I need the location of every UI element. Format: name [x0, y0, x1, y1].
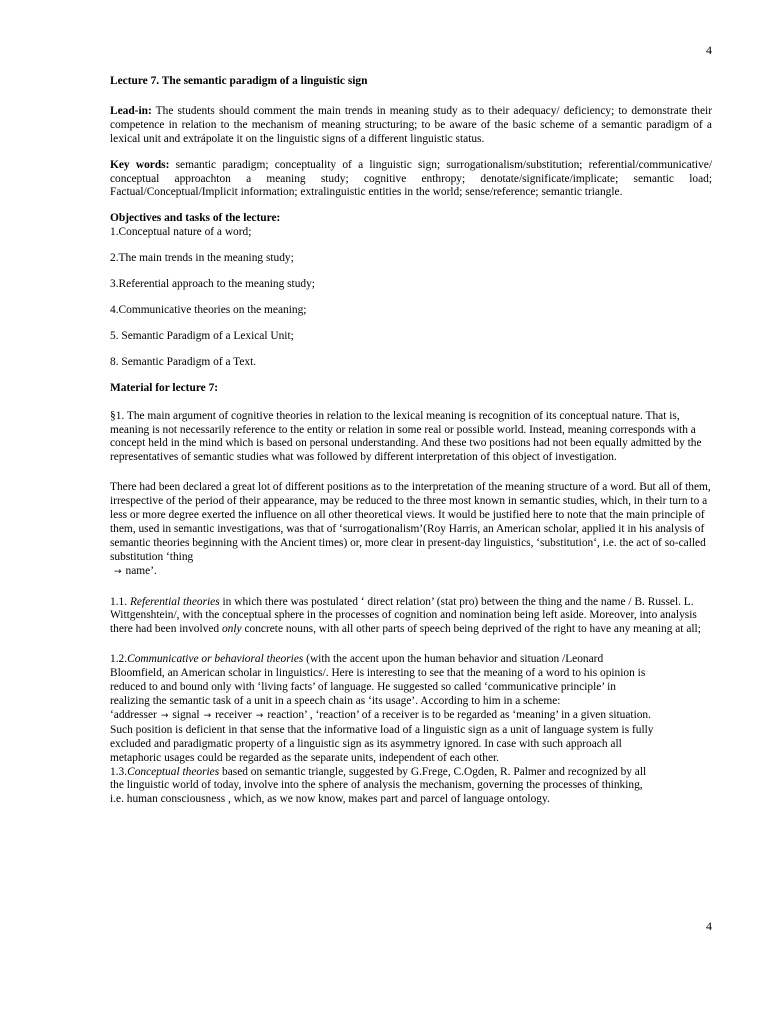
- comm-receiver: receiver: [215, 708, 252, 721]
- ref-text-1: in which there was postulated ‘ direct relation’ (stat pro) between the thing and the name / B. Russel. L. Wittgenshtein/, with the conceptual sphere in the processes of cognition and nomination being left aside. Moreover, into analysis there had been involved: [110, 595, 697, 636]
- objective-item: 4.Communicative theories on the meaning;: [110, 303, 307, 316]
- objective-item: 3.Referential approach to the meaning study;: [110, 278, 315, 291]
- lecture-title: Lecture 7. The semantic paradigm of a linguistic sign: [110, 75, 368, 87]
- communicative-theories-paragraph: [110, 653, 655, 765]
- ref-text-2: concrete nouns, with all other parts of speech being deprived of the right to have any meaning at all;: [241, 623, 701, 636]
- conc-title: Conceptual theories: [127, 765, 220, 778]
- material-paragraph-2: [110, 481, 712, 579]
- objectives-heading: Objectives and tasks of the lecture:: [110, 212, 281, 225]
- ref-only: only: [221, 623, 242, 636]
- lead-in-label: Lead-in:: [110, 104, 152, 117]
- objective-item: 8. Semantic Paradigm of a Text.: [110, 355, 257, 368]
- ref-number: 1.1.: [110, 595, 130, 608]
- material-paragraph-1: §1. The main argument of cognitive theories in relation to the lexical meaning is recognition of its conceptual nature. That is, meaning is not necessarily reference to the entity or relation in some real or possible world. Instead, meaning corresponds with a concept held in the mind which is based on personal understanding. And these two positions had not been equally admitted by the representatives of semantic studies what was followed by different interpretation of this object of investigation.: [110, 409, 702, 464]
- conc-text: based on semantic triangle, suggested by G.Frege, C.Ogden, R. Palmer and recognized by all the linguistic world of today, involve into the sphere of analysis the mechanism, governing the processes of thinking, i.e. human consciousness , which, as we now know, makes part and parcel of language ontology.: [110, 765, 647, 806]
- right-arrow-icon: →: [255, 710, 264, 721]
- objective-item: 1.Conceptual nature of a word;: [110, 226, 252, 239]
- referential-theories-paragraph: [110, 596, 712, 638]
- conc-number: 1.3.: [110, 765, 128, 778]
- paragraph-2-text: There had been declared a great lot of different positions as to the interpretation of the meaning structure of a word. But all of them, irrespective of the period of their appearance, may be reduced to the three most known in semantic studies, which, in their turn to a less or more degree exerted the influence on all other theoretical views. It would be justified here to note that the main principle of them, used in semantic investigations, was that of ‘surrogationalism’(Roy Harris, an American scholar, applied it in his analysis of semantic theories beginning with the Ancient times) or, more clear in present-day linguistics, ‘substitution‘, i.e. the act of so-called substitution ‘thing: [110, 481, 711, 563]
- material-heading: Material for lecture 7:: [110, 381, 219, 394]
- comm-text-1: (with the accent upon the human behavior and situation /Leonard Bloomfield, an American scholar in linguistics/. Here is interesting to see that the meaning of a word to his opinion is reduced to and bound only with ‘living facts’ of language. He suggested so called ‘communicative principle’ in realizing the semantic task of a unit in a speech chain as ‘its usage’. According to him in a scheme: ‘addresser: [110, 653, 646, 721]
- conceptual-theories-paragraph: [110, 766, 655, 808]
- right-arrow-icon: →: [160, 710, 169, 721]
- page-number-top: 4: [706, 43, 712, 57]
- right-arrow-icon: →: [114, 566, 122, 577]
- objective-item: 5. Semantic Paradigm of a Lexical Unit;: [110, 329, 294, 342]
- objectives-section: [110, 212, 712, 369]
- comm-signal: signal: [172, 708, 200, 721]
- theories-block: [110, 653, 655, 807]
- page-number-bottom: 4: [706, 919, 712, 933]
- objective-item: 2.The main trends in the meaning study;: [110, 252, 294, 265]
- paragraph-2-end: name’.: [125, 564, 157, 577]
- ref-title: Referential theories: [129, 595, 220, 608]
- right-arrow-icon: →: [203, 710, 212, 721]
- key-words-label: Key words:: [110, 158, 170, 171]
- comm-number: 1.2.: [110, 653, 128, 666]
- lead-in-text: The students should comment the main trends in meaning study as to their adequacy/ deficiency; to demonstrate their competence in relation to the mechanism of meaning structuring; to be aware of the basic scheme of a semantic paradigm of a lexical unit and extrápolate it on the linguistic signs of a different linguistic status.: [110, 104, 712, 145]
- comm-title: Communicative or behavioral theories: [127, 653, 304, 666]
- key-words-paragraph: [110, 159, 712, 201]
- document-body: [110, 75, 712, 807]
- key-words-text: semantic paradigm; conceptuality of a linguistic sign; surrogationalism/substitution; referential/communicative/ conceptual approachton a meaning study; cognitive enthropy; denotate/significate/implicate; semantic load; Factual/Conceptual/Implicit information; extralinguistic entities in the world; sense/reference; semantic triangle.: [110, 158, 713, 199]
- comm-text-2: reaction’ , ‘reaction’ of a receiver is to be regarded as ‘meaning’ in a given situation. Such position is deficient in that sense that the informative load of a linguistic sign as a unit of language system is fully excluded and paradigmatic property of a linguistic sign as its asymmetry ignored. In case with such approach all metaphoric usages could be regarded as the separate units, independent of each other.: [110, 708, 654, 764]
- lead-in-paragraph: [110, 105, 712, 147]
